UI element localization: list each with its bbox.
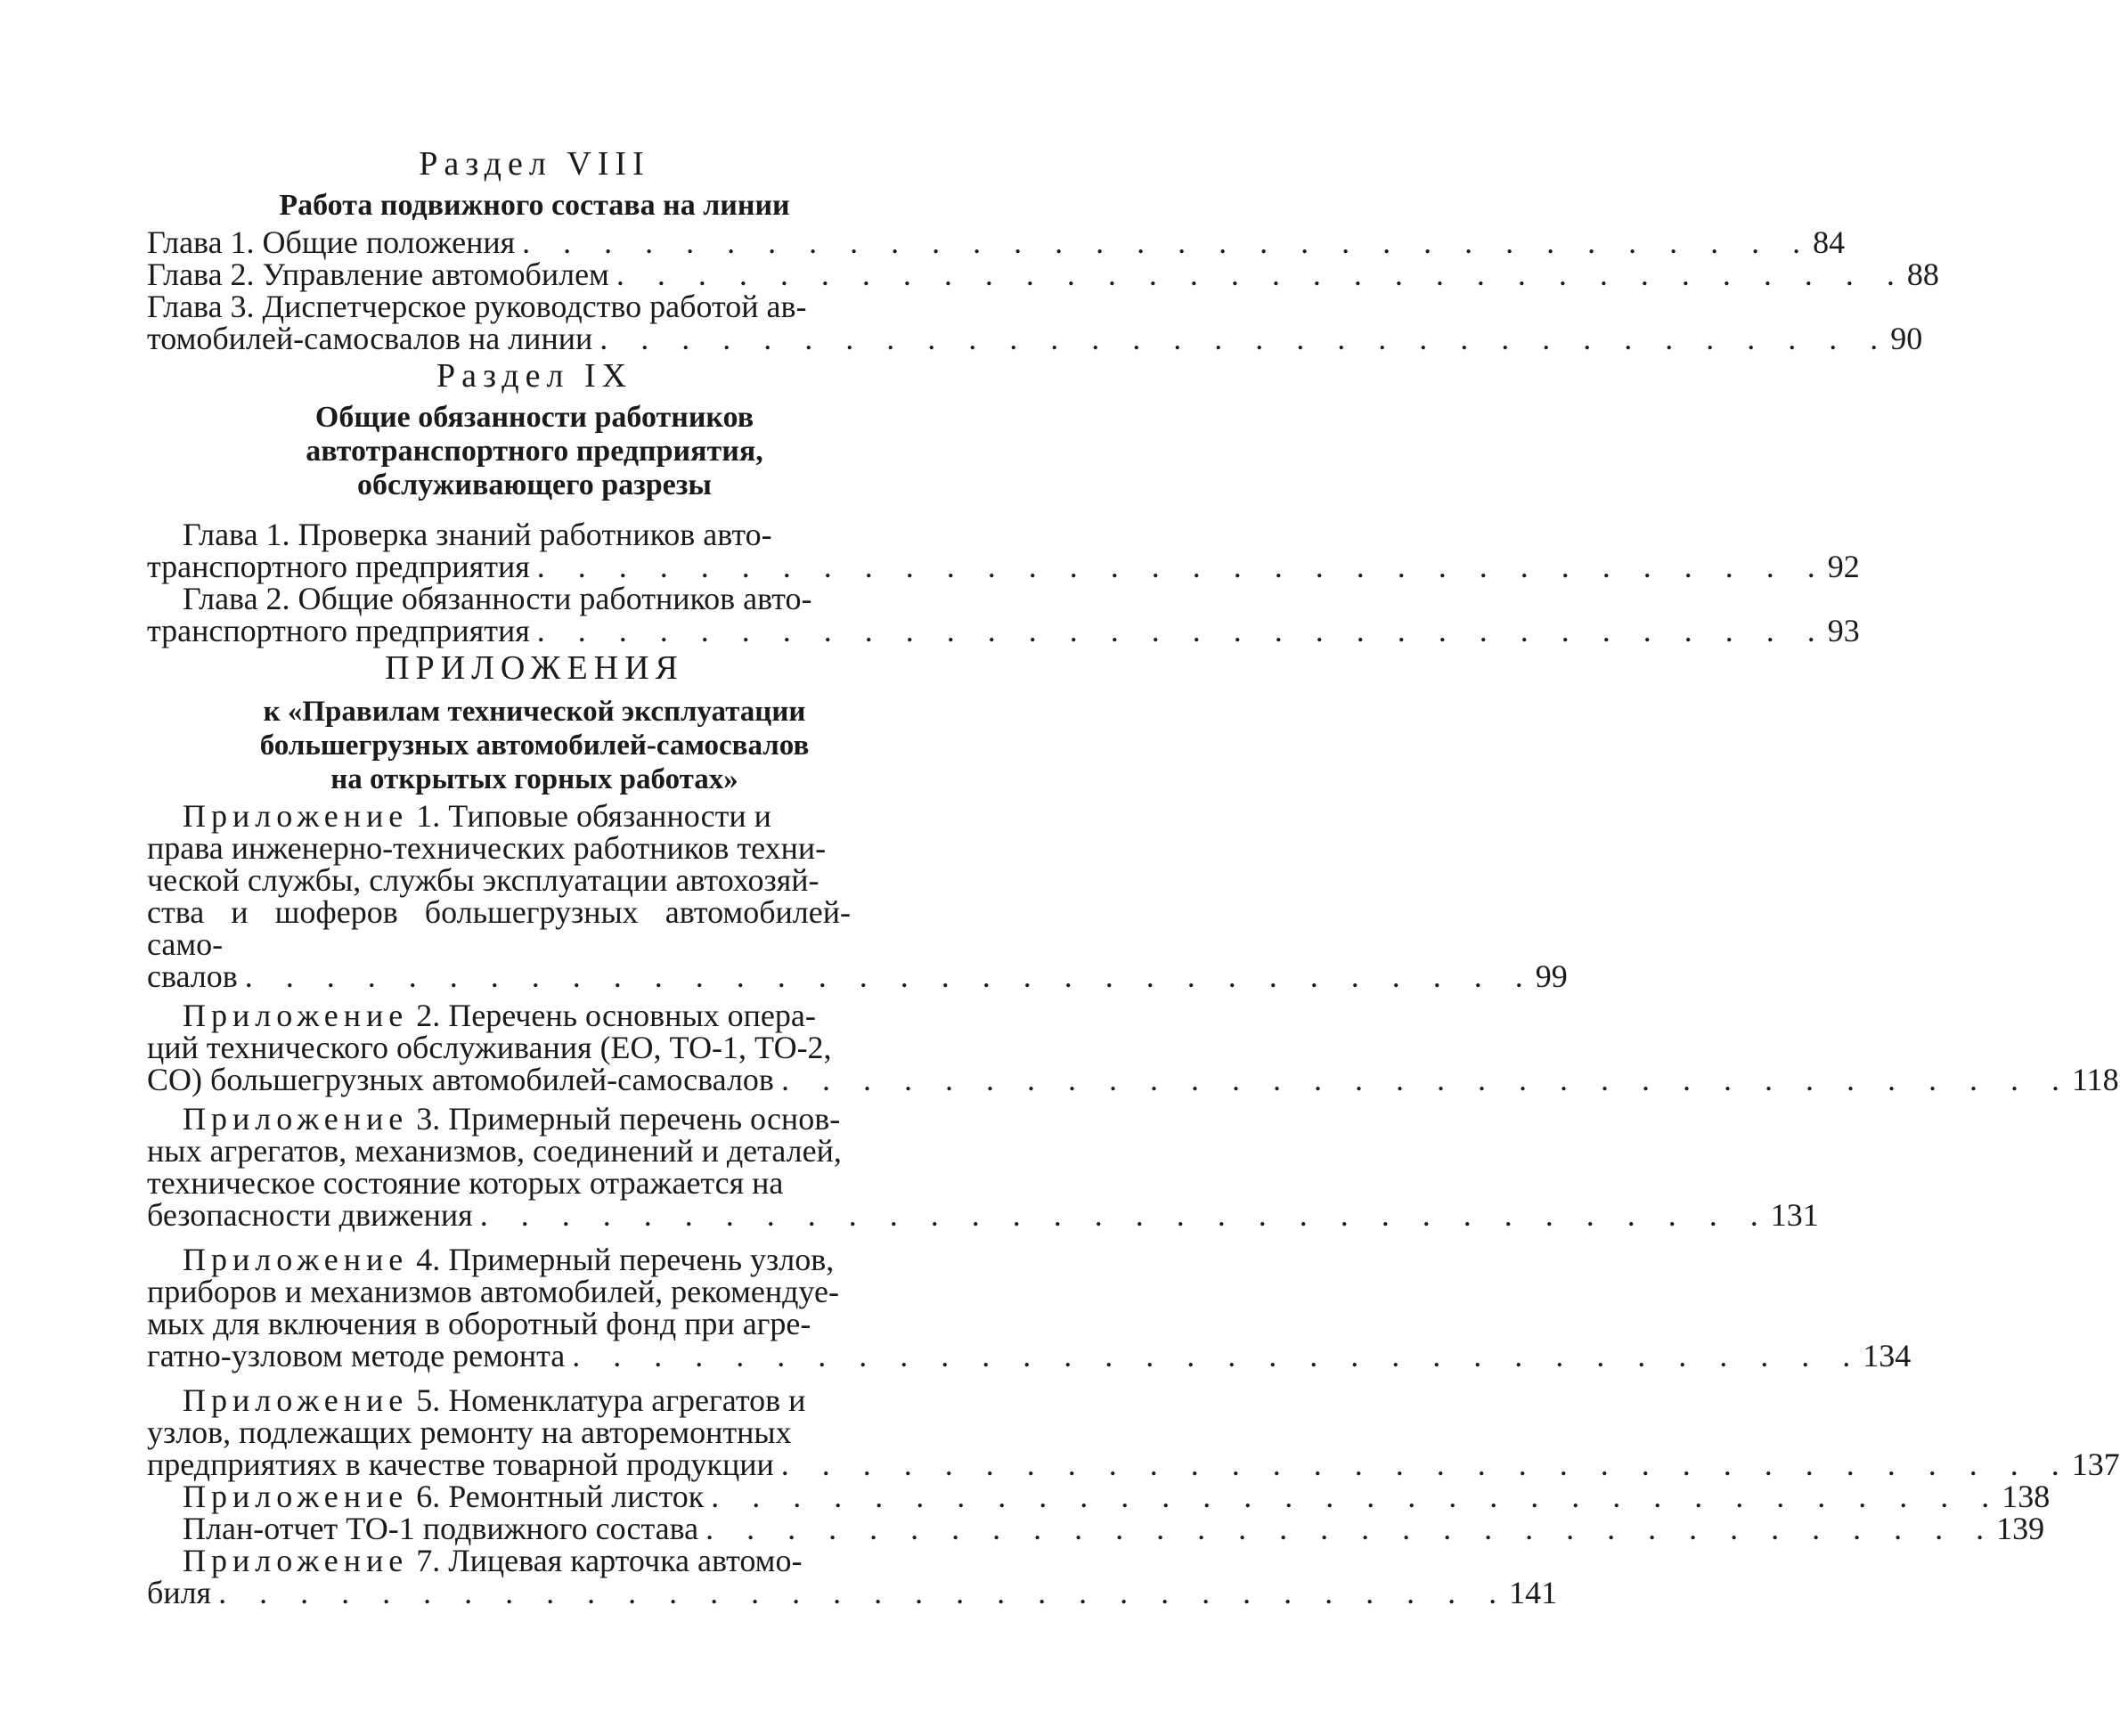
leader-dots: . . . . . . . . . . . . . . . . . . . . . . . . . . . . . . . . — [780, 1447, 2072, 1482]
appendix-label: Приложение — [183, 998, 409, 1033]
section-title: Работа подвижного состава на линии — [279, 189, 790, 222]
entry-text: предприятиях в качестве товарной продукции — [147, 1447, 774, 1482]
entry-text: гатно-узловом методе ремонта — [147, 1338, 566, 1373]
entry-text: томобилей-самосвалов на линии — [147, 321, 593, 356]
leader-dots: . . . . . . . . . . . . . . . . . . . . . . . . . . . . . . . . — [705, 1511, 1997, 1546]
toc-entry[interactable] — [147, 581, 1860, 648]
appendix-entry[interactable] — [147, 998, 2119, 1097]
section-title: Общие обязанности работников автотранспортного предприятия, обслуживающего разрезы — [306, 401, 763, 501]
toc-entry[interactable] — [147, 224, 1846, 260]
entry-text: мых для включения в оборотный фонд при агре- — [147, 1306, 811, 1341]
appendix-label: Приложение — [183, 1479, 409, 1514]
toc-entry[interactable] — [147, 289, 1923, 356]
appendix-label: Приложение — [183, 1382, 409, 1418]
table-of-contents — [147, 143, 2120, 1610]
appendix-label: Приложение — [183, 1101, 409, 1137]
page-number: 99 — [1535, 958, 1568, 994]
entry-text: ций технического обслуживания (ЕО, ТО-1, ТО-2, — [147, 1030, 832, 1065]
toc-entry[interactable] — [147, 257, 1939, 292]
leader-dots: . . . . . . . . . . . . . . . . . . . . . . . . . . . . . . . . — [244, 958, 1536, 994]
entry-text: транспортного предприятия — [147, 613, 530, 648]
entry-text: Глава 1. Общие положения — [147, 224, 516, 260]
entry-text: свалов — [147, 958, 238, 994]
appendix-title: ПРИЛОЖЕНИЯ — [385, 649, 684, 687]
page-number: 90 — [1890, 321, 1923, 356]
leader-dots: . . . . . . . . . . . . . . . . . . . . . . . . . . . . . . . . — [536, 549, 1828, 584]
entry-text: транспортного предприятия — [147, 549, 530, 584]
entry-text: права инженерно-технических работников техни- — [147, 830, 827, 866]
entry-text: биля — [147, 1575, 212, 1610]
entry-text: 4. Примерный перечень узлов, — [408, 1242, 835, 1277]
entry-text: безопасности движения — [147, 1197, 473, 1233]
page-number: 141 — [1509, 1575, 1558, 1610]
leader-dots: . . . . . . . . . . . . . . . . . . . . . . . . . . . . . . . . — [479, 1197, 1771, 1233]
section-label: Раздел IX — [436, 357, 633, 395]
appendix-entry[interactable] — [147, 1543, 1558, 1610]
leader-dots: . . . . . . . . . . . . . . . . . . . . . . . . . . . . . . . . — [522, 224, 1814, 260]
entry-text: ческой службы, службы эксплуатации автохозяй- — [147, 862, 819, 898]
appendix-entry[interactable] — [147, 1511, 2045, 1546]
page-number: 92 — [1827, 549, 1860, 584]
page-number: 88 — [1906, 257, 1939, 292]
entry-text: Глава 2. Управление автомобилем — [147, 257, 609, 292]
page-number: 139 — [1996, 1511, 2045, 1546]
page-number: 137 — [2071, 1447, 2120, 1482]
entry-text: узлов, подлежащих ремонту на авторемонтных — [147, 1414, 792, 1450]
entry-text: приборов и механизмов автомобилей, рекомендуе- — [147, 1274, 839, 1309]
leader-dots: . . . . . . . . . . . . . . . . . . . . . . . . . . . . . . . . — [599, 321, 1891, 356]
entry-text: 6. Ремонтный листок — [408, 1479, 705, 1514]
entry-text: 3. Примерный перечень основ- — [408, 1101, 841, 1137]
page-number: 131 — [1770, 1197, 1819, 1233]
entry-text: техническое состояние которых отражается на — [147, 1165, 784, 1201]
page-number: 84 — [1813, 224, 1846, 260]
entry-text: ных агрегатов, механизмов, соединений и деталей, — [147, 1133, 842, 1169]
leader-dots: . . . . . . . . . . . . . . . . . . . . . . . . . . . . . . . . — [218, 1575, 1510, 1610]
appendix-entry[interactable] — [147, 1382, 2120, 1482]
entry-text: Глава 2. Общие обязанности работников авто- — [183, 581, 812, 616]
appendix-entry[interactable] — [147, 1242, 1912, 1373]
leader-dots: . . . . . . . . . . . . . . . . . . . . . . . . . . . . . . . . — [780, 1062, 2072, 1097]
leader-dots: . . . . . . . . . . . . . . . . . . . . . . . . . . . . . . . . — [616, 257, 1907, 292]
entry-text: 7. Лицевая карточка автомо- — [408, 1543, 803, 1578]
section-label: Раздел VIII — [419, 145, 650, 183]
entry-text: 2. Перечень основных опера- — [408, 998, 816, 1033]
appendix-label: Приложение — [183, 798, 409, 834]
leader-dots: . . . . . . . . . . . . . . . . . . . . . . . . . . . . . . . . — [572, 1338, 1863, 1373]
page-number: 93 — [1827, 613, 1860, 648]
entry-text: Глава 1. Проверка знаний работников авто- — [183, 517, 772, 552]
appendix-label: Приложение — [183, 1543, 409, 1578]
appendix-subtitle: к «Правилам технической эксплуатации большегрузных автомобилей-самосвалов на открытых горных работах» — [259, 696, 810, 795]
entry-text: Глава 3. Диспетчерское руководство работой ав- — [147, 289, 807, 324]
leader-dots: . . . . . . . . . . . . . . . . . . . . . . . . . . . . . . . . — [536, 613, 1828, 648]
entry-text: 5. Номенклатура агрегатов и — [408, 1382, 806, 1418]
leader-dots: . . . . . . . . . . . . . . . . . . . . . . . . . . . . . . . . — [711, 1479, 2002, 1514]
entry-text: ства и шоферов большегрузных автомобилей-само- — [147, 894, 851, 962]
entry-text: План-отчет ТО-1 подвижного состава — [183, 1511, 699, 1546]
entry-text: 1. Типовые обязанности и — [408, 798, 771, 834]
appendix-entry[interactable] — [147, 798, 1568, 994]
page-number: 138 — [2002, 1479, 2051, 1514]
appendix-entry[interactable] — [147, 1101, 1819, 1233]
page-number: 134 — [1863, 1338, 1912, 1373]
entry-text: СО) большегрузных автомобилей-самосвалов — [147, 1062, 774, 1097]
appendix-entry[interactable] — [147, 1479, 2051, 1514]
toc-entry[interactable] — [147, 517, 1860, 584]
appendix-label: Приложение — [183, 1242, 409, 1277]
page-number: 118 — [2071, 1062, 2119, 1097]
